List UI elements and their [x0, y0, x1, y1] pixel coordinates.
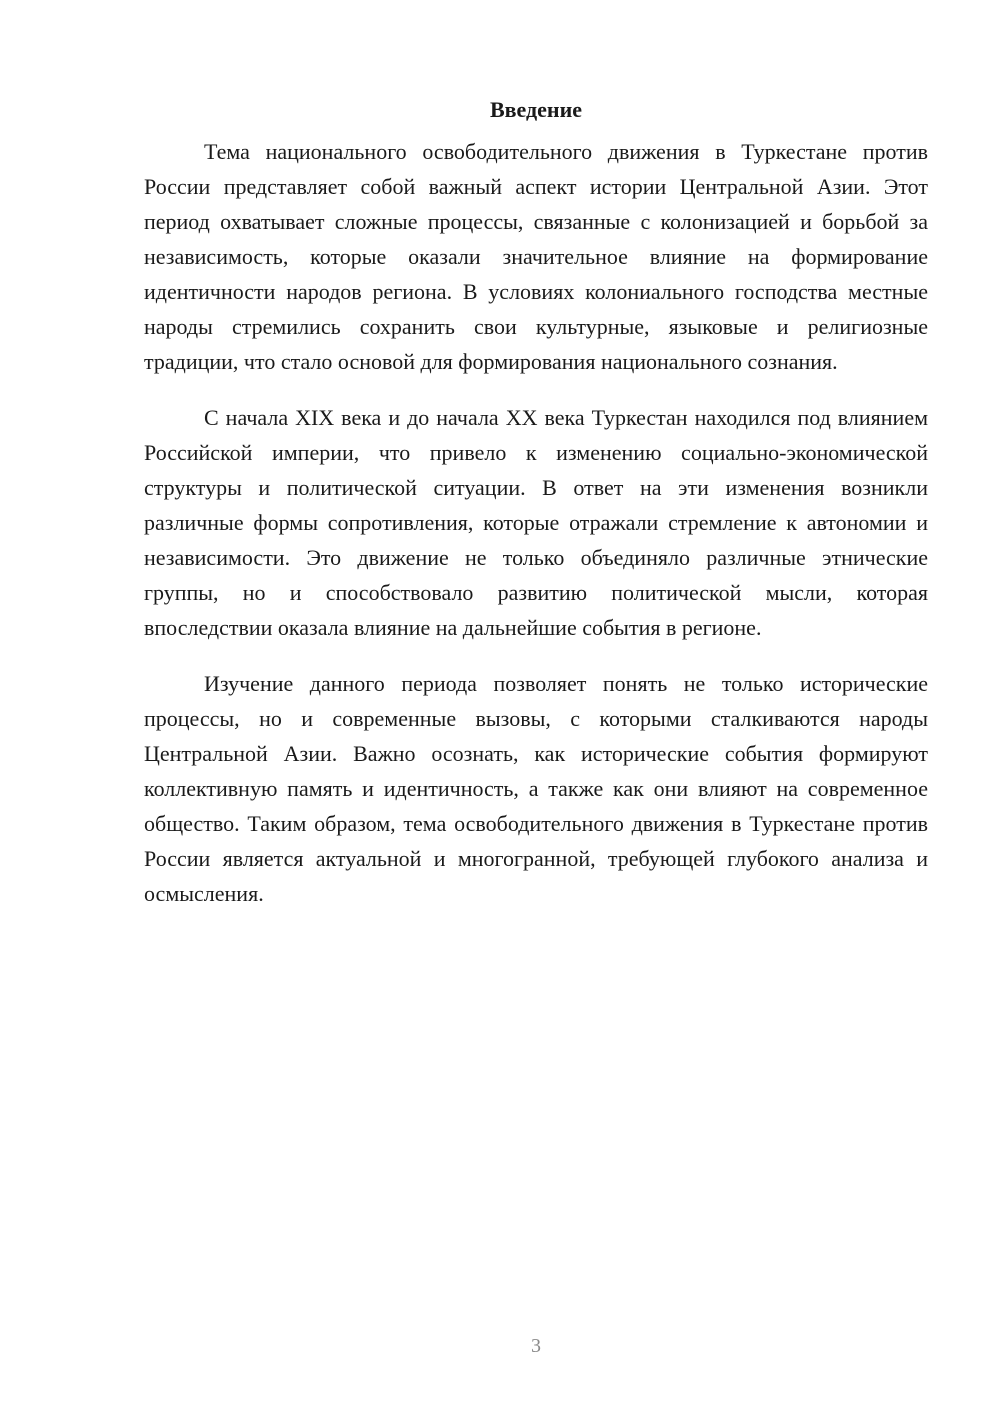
paragraph-3: Изучение данного периода позволяет понять не только исторические процессы, но и современные вызовы, с которыми сталкиваются народы Центральной Азии. Важно осознать, как исторические события формируют коллективную память и идентичность, а также как они влияют на современное общество. Таким образом, тема освободительного движения в Туркестане против России является актуальной и многогранной, требующей глубокого анализа и осмысления.	[144, 671, 928, 906]
page-number: 3	[531, 1335, 541, 1357]
paragraph-1: Тема национального освободительного движения в Туркестане против России представляет собой важный аспект истории Центральной Азии. Этот период охватывает сложные процессы, связанные с колонизацией и борьбой за независимость, которые оказали значительное влияние на формирование идентичности народов региона. В условиях колониального господства местные народы стремились сохранить свои культурные, языковые и религиозные традиции, что стало основой для формирования национального сознания.	[144, 139, 928, 374]
paragraph-2: С начала XIX века и до начала XX века Туркестан находился под влиянием Российской империи, что привело к изменению социально-экономической структуры и политической ситуации. В ответ на эти изменения возникли различные формы сопротивления, которые отражали стремление к автономии и независимости. Это движение не только объединяло различные этнические группы, но и способствовало развитию политической мысли, которая впоследствии оказала влияние на дальнейшие события в регионе.	[144, 405, 928, 640]
section-heading: Введение	[489, 97, 583, 122]
page-content	[144, 92, 928, 932]
